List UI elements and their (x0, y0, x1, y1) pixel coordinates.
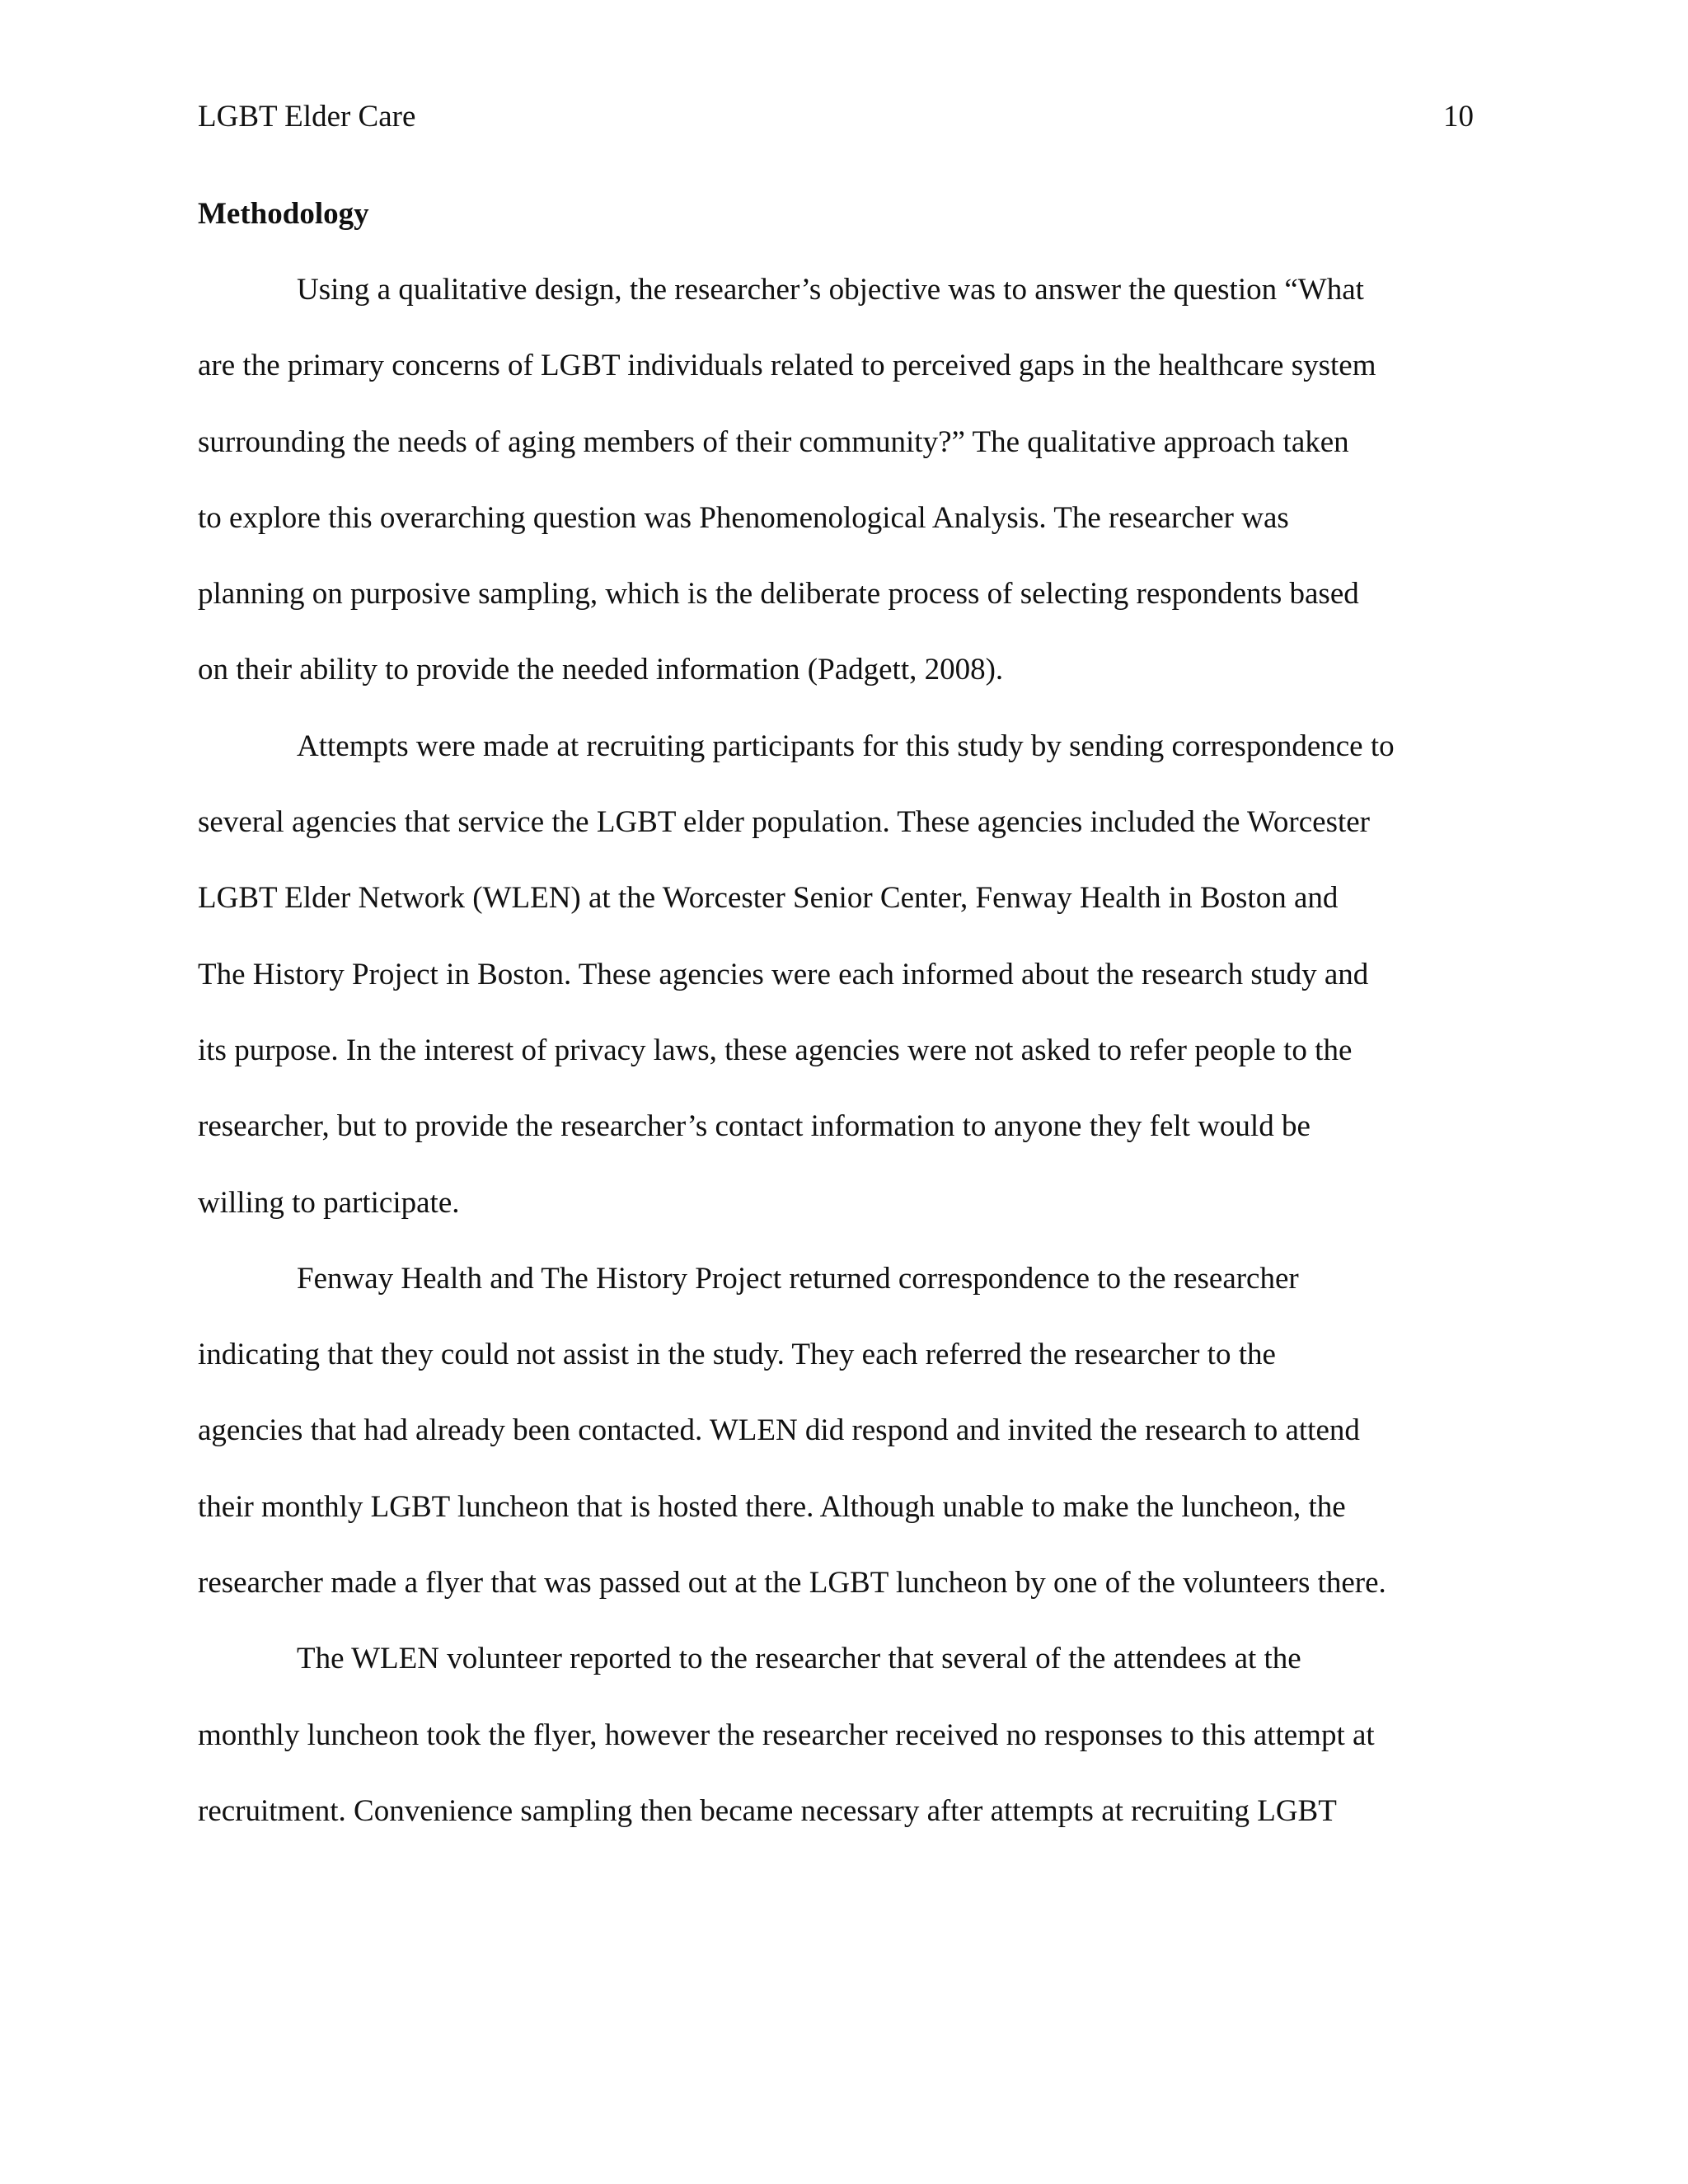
paragraph-line: Attempts were made at recruiting participants for this study by sending correspondence to (297, 729, 1395, 763)
page-number: 10 (1443, 100, 1474, 134)
paragraph-line: surrounding the needs of aging members of their community?” The qualitative approach taken (198, 424, 1349, 459)
paragraph-line: agencies that had already been contacted. WLEN did respond and invited the research to attend (198, 1413, 1360, 1448)
paragraph-line: LGBT Elder Network (WLEN) at the Worcester Senior Center, Fenway Health in Boston and (198, 881, 1339, 916)
paragraph-line: recruitment. Convenience sampling then became necessary after attempts at recruiting LGBT (198, 1793, 1337, 1828)
paragraph-line: their monthly LGBT luncheon that is hosted there. Although unable to make the luncheon, the (198, 1489, 1346, 1524)
paragraph-line: are the primary concerns of LGBT individuals related to perceived gaps in the healthcare system (198, 349, 1376, 383)
paragraph-line: The WLEN volunteer reported to the researcher that several of the attendees at the (297, 1642, 1301, 1676)
section-heading: Methodology (198, 197, 369, 231)
paragraph-line: planning on purposive sampling, which is the deliberate process of selecting respondents based (198, 577, 1359, 612)
paragraph-line: several agencies that service the LGBT elder population. These agencies included the Worcester (198, 805, 1371, 840)
running-head: LGBT Elder Care (198, 100, 416, 134)
paragraph-line: Fenway Health and The History Project returned correspondence to the researcher (297, 1261, 1299, 1296)
paragraph-line: indicating that they could not assist in the study. They each referred the researcher to the (198, 1338, 1276, 1372)
paragraph-line: willing to participate. (198, 1185, 460, 1220)
body-text (198, 270, 1492, 1868)
paragraph-line: researcher, but to provide the researcher’s contact information to anyone they felt would be (198, 1109, 1311, 1144)
paragraph-line: to explore this overarching question was Phenomenological Analysis. The researcher was (198, 500, 1289, 535)
paragraph-line: monthly luncheon took the flyer, however the researcher received no responses to this attempt at (198, 1718, 1375, 1752)
paragraph-line: on their ability to provide the needed information (Padgett, 2008). (198, 653, 1004, 687)
paragraph-line: researcher made a flyer that was passed out at the LGBT luncheon by one of the volunteers there. (198, 1566, 1386, 1601)
paragraph-line: The History Project in Boston. These agencies were each informed about the research study and (198, 957, 1369, 991)
paragraph-line: its purpose. In the interest of privacy laws, these agencies were not asked to refer people to the (198, 1033, 1353, 1067)
paragraph-line: Using a qualitative design, the researcher’s objective was to answer the question “What (297, 273, 1364, 307)
